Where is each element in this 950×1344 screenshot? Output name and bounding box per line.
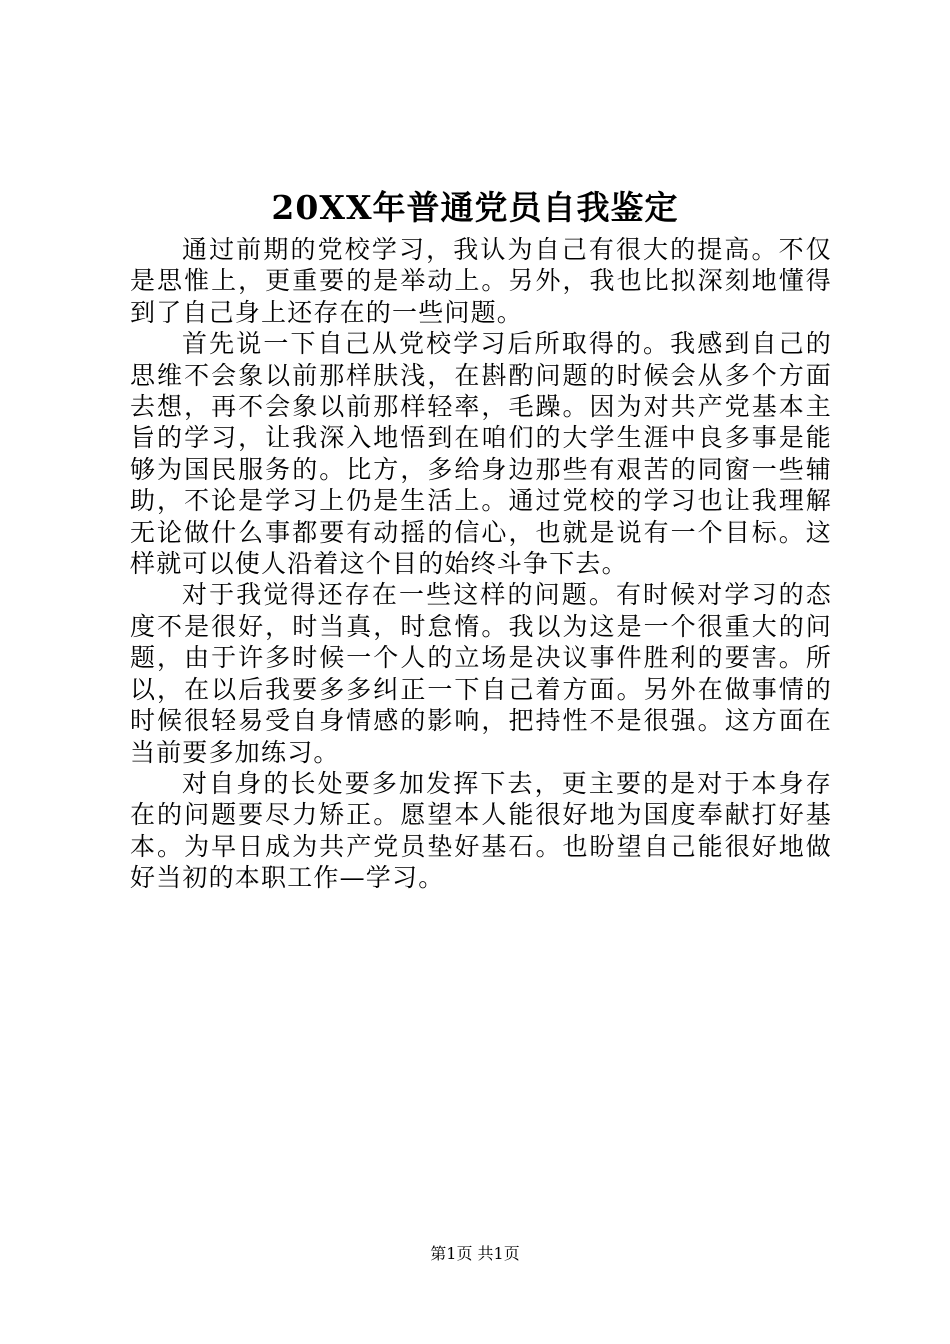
page-number-footer: 第1页 共1页	[430, 1244, 520, 1263]
paragraph-3: 对于我觉得还存在一些这样的问题。有时候对学习的态度不是很好，时当真，时怠惰。我以为这是一个很重大的问题，由于许多时候一个人的立场是决议事件胜利的要害。所以，在以后我要多多纠正一下自己着方面。另外在做事情的时候很轻易受自身情感的影响，把持性不是很强。这方面在当前要多加练习。	[130, 580, 832, 767]
paragraph-4: 对自身的长处要多加发挥下去，更主要的是对于本身存在的问题要尽力矫正。愿望本人能很好地为国度奉献打好基本。为早日成为共产党员垫好基石。也盼望自己能很好地做好当初的本职工作—学习。	[130, 768, 832, 893]
document-body	[130, 234, 832, 894]
paragraph-2: 首先说一下自己从党校学习后所取得的。我感到自己的思维不会象以前那样肤浅，在斟酌问题的时候会从多个方面去想，再不会象以前那样轻率，毛躁。因为对共产党基本主旨的学习，让我深入地悟到在咱们的大学生涯中良多事是能够为国民服务的。比方，多给身边那些有艰苦的同窗一些辅助，不论是学习上仍是生活上。通过党校的学习也让我理解无论做什么事都要有动摇的信心，也就是说有一个目标。这样就可以使人沿着这个目的始终斗争下去。	[130, 329, 832, 579]
paragraph-1: 通过前期的党校学习，我认为自己有很大的提高。不仅是思惟上，更重要的是举动上。另外，我也比拟深刻地懂得到了自己身上还存在的一些问题。	[130, 235, 832, 327]
document-title: 20XX年普通党员自我鉴定	[271, 188, 679, 227]
